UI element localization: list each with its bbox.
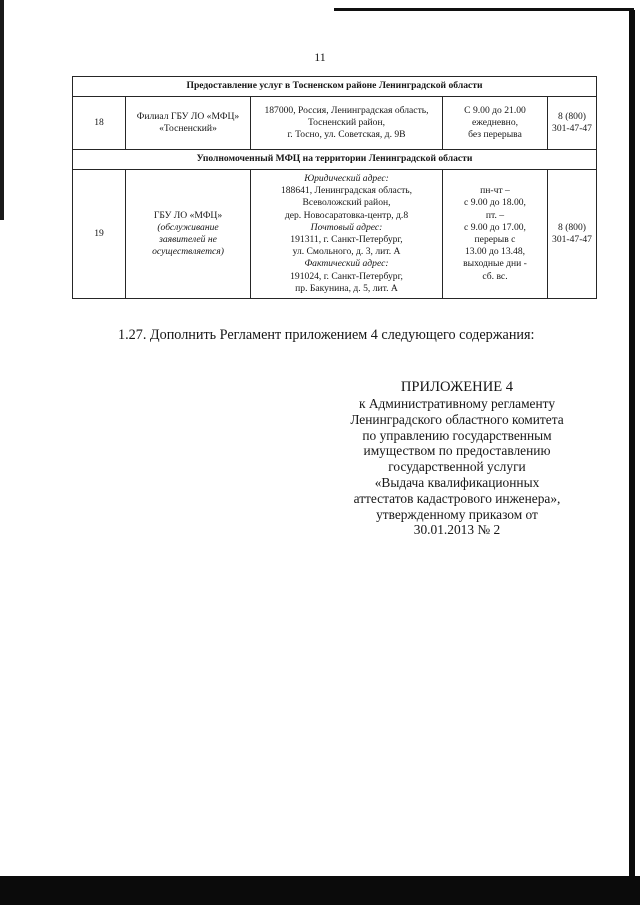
center-note-line: заявителей не bbox=[159, 234, 217, 245]
hours-line: сб. вс. bbox=[482, 270, 508, 282]
address-line: пр. Бакунина, д. 5, лит. А bbox=[295, 282, 398, 294]
scan-edge-bottom bbox=[0, 876, 640, 905]
service-centers-table bbox=[72, 76, 597, 299]
address-line: ул. Смольного, д. 3, лит. А bbox=[292, 246, 401, 258]
center-note-line: осуществляется) bbox=[152, 246, 224, 258]
phone bbox=[548, 97, 597, 150]
hours-line: 13.00 до 13.48, bbox=[464, 246, 526, 258]
hours-line: пн-чт – bbox=[480, 185, 510, 197]
address-line: дер. Новосаратовка-центр, д.8 bbox=[284, 209, 409, 221]
hours-line: пт. – bbox=[485, 209, 505, 221]
hours-line: выходные дни - bbox=[463, 258, 527, 270]
hours-line: перерыв с bbox=[474, 234, 516, 245]
appendix-line: государственной услуги bbox=[388, 459, 526, 475]
phone-line: 8 (800) bbox=[558, 110, 586, 122]
phone-line: 301-47-47 bbox=[552, 234, 592, 245]
center-name-line: ГБУ ЛО «МФЦ» bbox=[153, 209, 223, 221]
appendix-line: по управлению государственным bbox=[362, 427, 552, 443]
address-line: Всеволожский район, bbox=[302, 197, 391, 209]
appendix-line: утвержденному приказом от bbox=[376, 506, 538, 522]
address-line: г. Тосно, ул. Советская, д. 9В bbox=[287, 129, 406, 141]
section-header-authorized bbox=[73, 150, 597, 170]
section-title-tosno: Предоставление услуг в Тосненском районе Ленинградской области bbox=[73, 77, 597, 97]
center-address bbox=[251, 97, 443, 150]
hours-line: с 9.00 до 18.00, bbox=[464, 197, 526, 209]
table-row bbox=[73, 97, 597, 150]
appendix-line: Ленинградского областного комитета bbox=[350, 411, 564, 427]
amendment-paragraph: 1.27. Дополнить Регламент приложением 4 следующего содержания: bbox=[118, 327, 535, 343]
appendix-line: имуществом по предоставлению bbox=[363, 443, 551, 459]
address-line: Тосненский район, bbox=[307, 116, 386, 128]
page-number: 11 bbox=[314, 50, 326, 64]
center-address bbox=[251, 170, 443, 299]
section-header-tosno bbox=[73, 77, 597, 97]
hours-line: ежедневно, bbox=[471, 116, 519, 128]
appendix-line: 30.01.2013 № 2 bbox=[413, 522, 501, 538]
appendix-title: ПРИЛОЖЕНИЕ 4 bbox=[400, 379, 514, 395]
hours-line: С 9.00 до 21.00 bbox=[464, 104, 526, 116]
center-name-line: «Тосненский» bbox=[159, 123, 217, 134]
phone-line: 8 (800) bbox=[558, 221, 586, 233]
center-name bbox=[126, 170, 251, 299]
table-row bbox=[73, 170, 597, 299]
working-hours bbox=[443, 97, 548, 150]
working-hours bbox=[443, 170, 548, 299]
hours-line: с 9.00 до 17.00, bbox=[464, 221, 526, 233]
center-name bbox=[126, 97, 251, 150]
appendix-line: «Выдача квалификационных bbox=[374, 474, 540, 490]
address-line: 188641, Ленинградская область, bbox=[280, 185, 413, 197]
phone-line: 301-47-47 bbox=[552, 123, 592, 134]
section-title-authorized: Уполномоченный МФЦ на территории Ленинградской области bbox=[73, 150, 597, 170]
postal-address-label: Почтовый адрес: bbox=[310, 221, 383, 233]
address-line: 191311, г. Санкт-Петербург, bbox=[290, 234, 403, 245]
row-number: 18 bbox=[73, 97, 126, 150]
center-note-line: (обслуживание bbox=[157, 221, 219, 233]
actual-address-label: Фактический адрес: bbox=[304, 258, 389, 270]
address-line: 191024, г. Санкт-Петербург, bbox=[290, 270, 403, 282]
scan-edge-left bbox=[0, 0, 4, 220]
scan-edge-top bbox=[334, 8, 634, 11]
hours-line: без перерыва bbox=[468, 129, 522, 141]
appendix-heading-block bbox=[318, 378, 596, 538]
appendix-line: к Административному регламенту bbox=[358, 396, 556, 411]
legal-address-label: Юридический адрес: bbox=[304, 172, 389, 184]
appendix-line: аттестатов кадастрового инженера», bbox=[353, 490, 561, 506]
row-number: 19 bbox=[73, 170, 126, 299]
phone bbox=[548, 170, 597, 299]
address-line: 187000, Россия, Ленинградская область, bbox=[264, 104, 429, 116]
scan-edge-right bbox=[629, 10, 635, 880]
center-name-line: Филиал ГБУ ЛО «МФЦ» bbox=[136, 110, 240, 122]
